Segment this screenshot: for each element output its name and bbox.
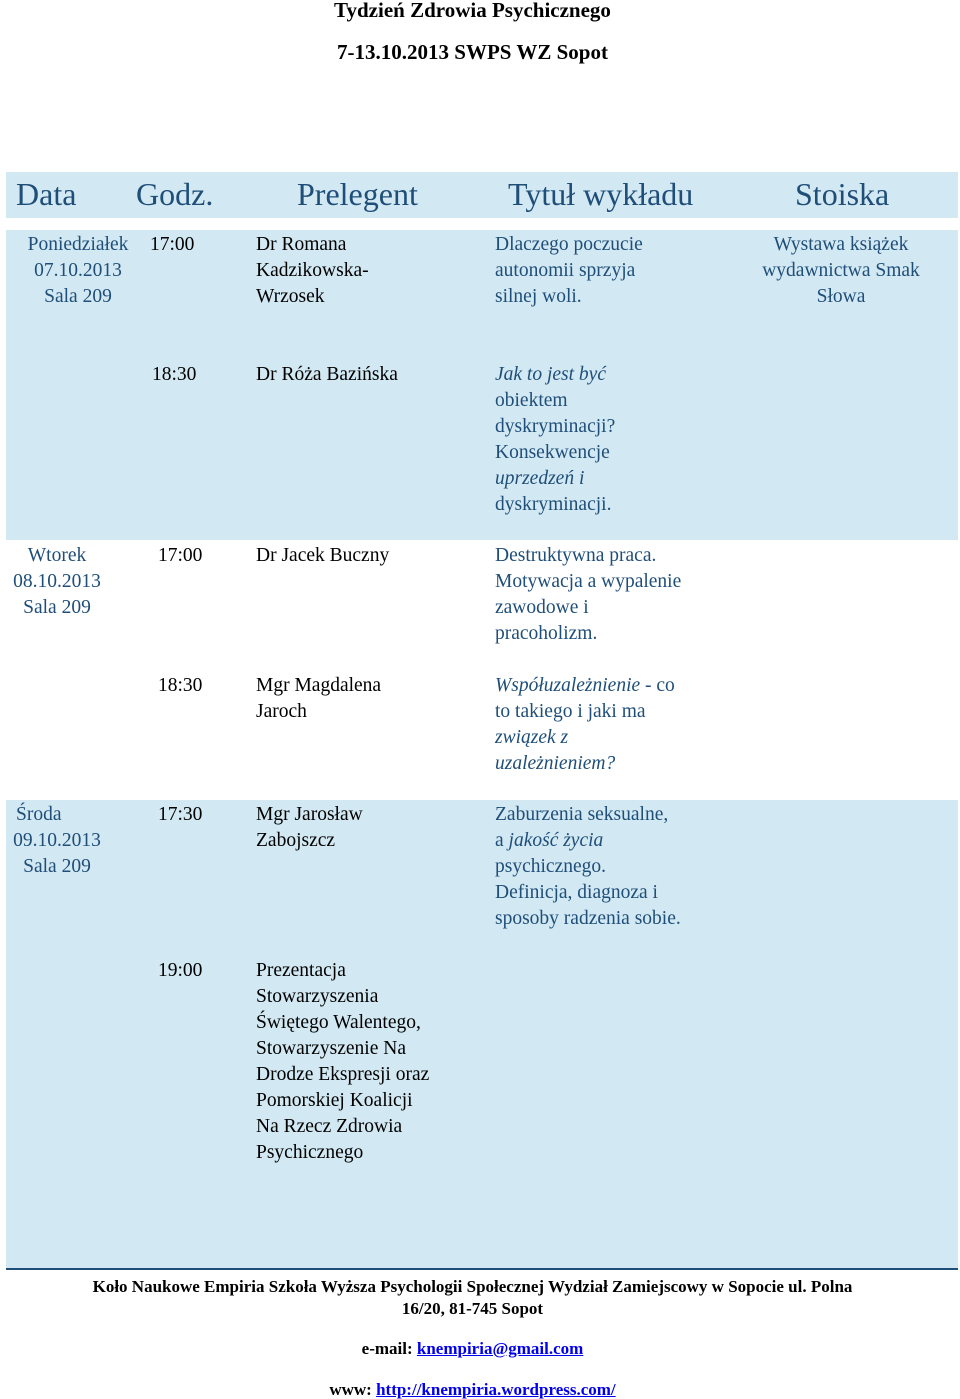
footer-org: Koło Naukowe Empiria Szkoła Wyższa Psychologii Społecznej Wydział Zamiejscowy w Sopocie ul. Polna 16/20, 81-745 Sopot <box>92 1277 853 1318</box>
col-header-prelegent: Prelegent <box>297 176 418 212</box>
page-title: Tydzień Zdrowia Psychicznego <box>334 0 611 22</box>
time-3: 17:00 <box>158 545 203 566</box>
day-wtorek: Wtorek 08.10.2013 Sala 209 <box>13 545 101 618</box>
speaker-2: Dr Róża Bazińska <box>256 364 398 385</box>
time-5: 17:30 <box>158 804 203 825</box>
speaker-5: Mgr Jarosław Zabojszcz <box>256 804 363 851</box>
footer-divider <box>6 1268 958 1270</box>
col-header-godz: Godz. <box>136 176 214 212</box>
band-wtorek <box>6 540 958 800</box>
page-subtitle: 7-13.10.2013 SWPS WZ Sopot <box>337 40 608 64</box>
col-header-tytul: Tytuł wykładu <box>508 176 694 212</box>
col-header-stoiska: Stoiska <box>795 176 890 212</box>
day-sroda: Środa 09.10.2013 Sala 209 <box>13 804 101 877</box>
time-2: 18:30 <box>152 364 197 385</box>
website-link[interactable]: http://knempiria.wordpress.com/ <box>376 1380 616 1399</box>
footer-email: e-mail: knempiria@gmail.com <box>361 1339 584 1358</box>
lecture-title-3: Destruktywna praca. Motywacja a wypalenie zawodowe i pracoholizm. <box>495 545 682 644</box>
speaker-6: Prezentacja Stowarzyszenia Świętego Walentego, Stowarzyszenie Na Drodze Ekspresji oraz Pomorskiej Koalicji Na Rzecz Zdrowia Psychicznego <box>256 960 430 1163</box>
footer-www: www: http://knempiria.wordpress.com/ <box>329 1380 616 1399</box>
time-1: 17:00 <box>150 234 195 255</box>
lecture-title-4: Współuzależnienie - co to takiego i jaki ma związek z uzależnieniem? <box>495 675 675 774</box>
stand-info: Wystawa książek wydawnictwa Smak Słowa <box>762 234 920 307</box>
speaker-4: Mgr Magdalena Jaroch <box>256 675 382 722</box>
lecture-title-1: Dlaczego poczucie autonomii sprzyja silnej woli. <box>495 234 643 307</box>
email-link[interactable]: knempiria@gmail.com <box>416 1339 584 1358</box>
lecture-title-5: Zaburzenia seksualne, a jakość życia psychicznego. Definicja, diagnoza i sposoby radzenia sobie. <box>495 804 681 929</box>
lecture-title-2: Jak to jest być obiektem dyskryminacji? Konsekwencje uprzedzeń i dyskryminacji. <box>495 364 616 515</box>
day-poniedzialek: Poniedziałek 07.10.2013 Sala 209 <box>27 234 129 307</box>
time-4: 18:30 <box>158 675 203 696</box>
speaker-3: Dr Jacek Buczny <box>256 545 390 566</box>
speaker-1: Dr Romana Kadzikowska- Wrzosek <box>256 234 369 307</box>
col-header-data: Data <box>16 176 77 212</box>
band-sroda-white <box>480 950 958 1150</box>
time-6: 19:00 <box>158 960 203 981</box>
